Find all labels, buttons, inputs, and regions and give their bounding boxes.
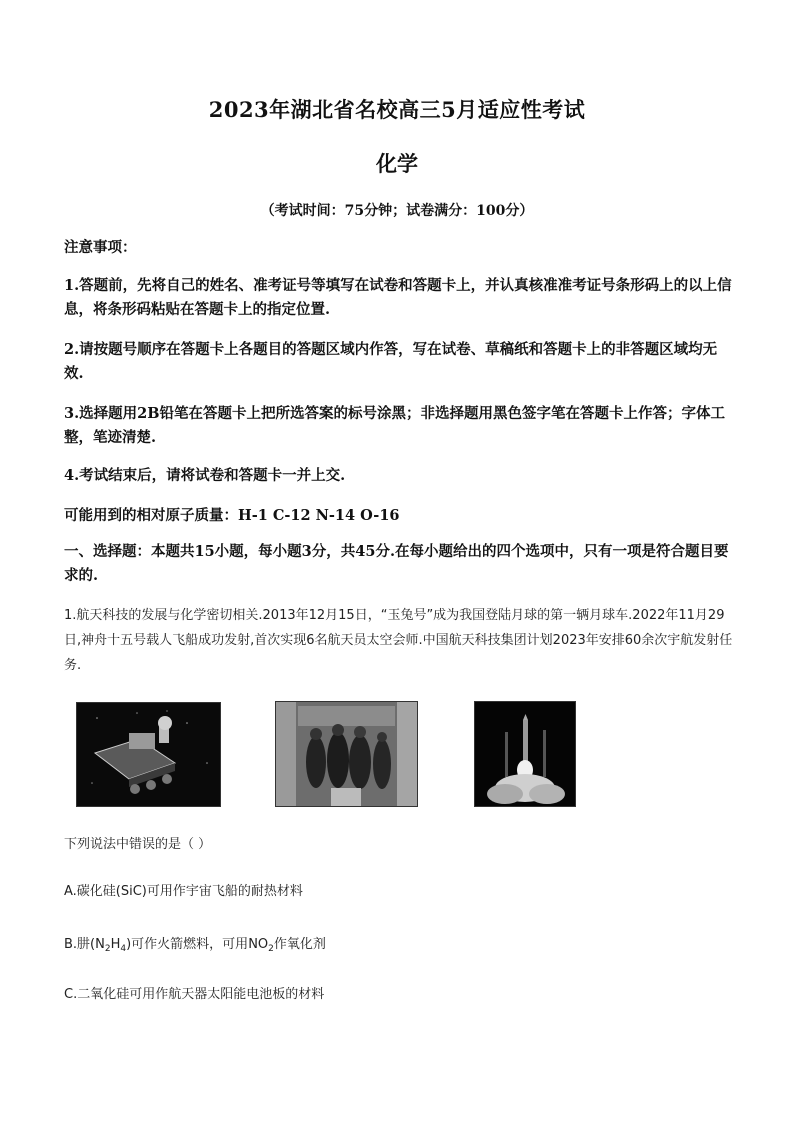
section-heading: 一、选择题：本题共15小题，每小题3分，共45分.在每小题给出的四个选项中，只有一项是符合题目要求的. xyxy=(64,543,729,584)
note-item-2: 2.请按题号顺序在答题卡上各题目的答题区域内作答，写在试卷、草稿纸和答题卡上的非答题区域均无效. xyxy=(64,341,718,382)
lunar-rover-photo xyxy=(76,702,221,807)
subject-title: 化学 xyxy=(376,151,418,176)
note-item-3: 3.选择题用2B铅笔在答题卡上把所选答案的标号涂黑；非选择题用黑色签字笔在答题卡上作答；字体工整，笔迹清楚. xyxy=(64,405,725,446)
note-item-1: 1.答题前，先将自己的姓名、准考证号等填写在试卷和答题卡上，并认真核准准考证号条形码上的以上信息，将条形码粘贴在答题卡上的指定位置. xyxy=(64,277,732,318)
option-b xyxy=(64,933,326,954)
option-c: C.二氧化硅可用作航天器太阳能电池板的材料 xyxy=(64,987,325,1002)
exam-title: 2023年湖北省名校高三5月适应性考试 xyxy=(208,97,586,122)
option-b-text-1: B.肼( xyxy=(64,937,96,952)
option-a: A.碳化硅(SiC)可用作宇宙飞船的耐热材料 xyxy=(64,884,303,899)
question-1-prompt: 下列说法中错误的是（ ） xyxy=(64,837,212,852)
astronauts-photo xyxy=(275,701,418,807)
formula-n2h4: $N_2H_4$ xyxy=(95,937,127,954)
note-item-4: 4.考试结束后，请将试卷和答题卡一并上交. xyxy=(64,467,346,484)
atomic-masses: 可能用到的相对原子质量：H-1 C-12 N-14 O-16 xyxy=(64,507,400,524)
option-b-text-2: )可作火箭燃料，可用 xyxy=(126,937,249,952)
rocket-launch-photo xyxy=(474,701,576,807)
exam-info: （考试时间：75分钟；试卷满分：100分） xyxy=(260,203,534,219)
option-b-text-3: 作氧化剂 xyxy=(273,937,326,952)
question-1-stem: 1.航天科技的发展与化学密切相关.2013年12月15日，“玉兔号”成为我国登陆月球的第一辆月球车.2022年11月29日,神舟十五号载人飞船成功发射,首次实现6名航天员太空会师.中国航天科技集团计划2023年安排60余次宇航发射任务. xyxy=(64,608,733,673)
formula-no2: $NO_2$ xyxy=(248,937,274,954)
notes-heading: 注意事项： xyxy=(64,239,137,256)
